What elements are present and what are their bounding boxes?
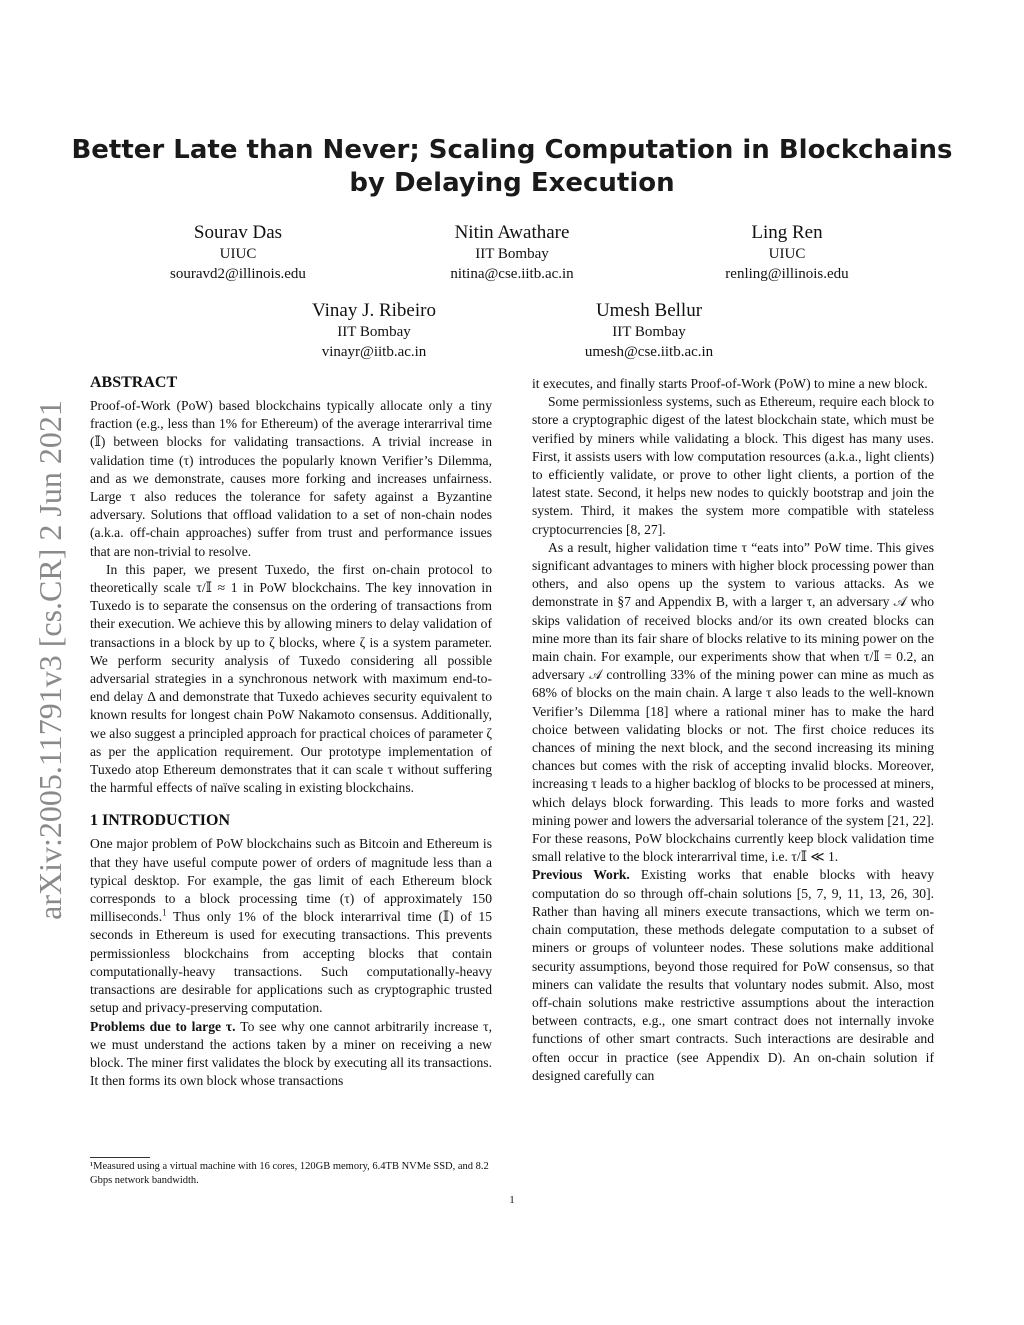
footnote: ¹Measured using a virtual machine with 16 cores, 120GB memory, 6.4TB NVMe SSD, and 8.2 Gbps network bandwidth. [90,1161,489,1186]
author-name: Sourav Das [193,222,283,243]
paper-title: Better Late than Never; Scaling Computation in Blockchains by Delaying Execution [71,135,953,198]
author-affiliation: IIT Bombay [475,246,549,262]
author-email: souravd2@illinois.edu [170,266,306,282]
author-name: Umesh Bellur [595,300,703,321]
left-column [90,373,492,1090]
body-paragraph: Some permissionless systems, such as Ethereum, require each block to store a cryptographic digest of the latest blockchain state, which must be verified by miners while validating a block. This digest has many uses. First, it assists users with low computation resources (a.k.a., light clients) to efficiently validate, or prove to other light clients, a portion of the latest state. Second, it helps new nodes to quickly bootstrap and join the system. Third, it makes the system more compatible with stateless cryptocurrencies [8, 27]. [532,394,934,537]
abstract-paragraph: Proof-of-Work (PoW) based blockchains typically allocate only a tiny fraction (e.g., less than 1% for Ethereum) of the average interarrival time (𝕀) between blocks for validating transactions. A trivial increase in validation time (τ) introduces the popularly known Verifier’s Dilemma, and as we demonstrate, causes more forking and increases unfairness. Large τ also reduces the tolerance for safety against a Byzantine adversary. Solutions that offload validation to a set of non-chain nodes (a.k.a. off-chain approaches) suffer from trust and performance issues that are non-trivial to resolve. [90,398,492,559]
body-text: Existing works that enable blocks with heavy computation do so through off-chain solutions [5, 7, 9, 11, 13, 26, 30]. Rather than having all miners execute transactions, which we term on-chain computation, these methods delegate computation to a subset of miners or groups of volunteer nodes. These solutions make additional security assumptions, beyond those required for PoW consensus, so that miners can validate the results that voluntary nodes submit. Also, most off-chain solutions make restrictive assumptions about the interaction between contracts, e.g., one smart contract does not internally invoke functions of other smart contracts. Such interactions are desirable and often occur in practice (see Appendix D). An on-chain solution if designed carefully can [532,867,934,1083]
author-block [529,300,769,362]
right-column [532,375,934,1085]
author-affiliation: IIT Bombay [612,324,686,340]
body-paragraph [532,866,934,1084]
body-paragraph: As a result, higher validation time τ “eats into” PoW time. This gives significant advantages to miners with higher block processing power than others, and also opens up the system to various attacks. As we demonstrate in §7 and Appendix B, with a larger τ, an adversary 𝒜 who skips validation of received blocks and/or its own created blocks can mine more than its fair share of blocks relative to its mining power on the main chain. For example, our experiments show that when τ/𝕀 = 0.2, an adversary 𝒜 controlling 33% of the mining power can mine as much as 68% of blocks on the main chain. A large τ also leads to the well-known Verifier’s Dilemma [18] where a rational miner has to make the hard choice between validating blocks or not. The first choice reduces its chances of mining the next block, and the second increasing its mining chances but comes with the risk of accepting invalid blocks. Moreover, increasing τ leads to a higher backlog of blocks to be processed at miners, which delays block forwarding. This leads to more forks and wasted mining power and lowers the adversarial tolerance of the system [21, 22]. For these reasons, PoW blockchains currently keep block validation time small relative to the block interarrival time, i.e. τ/𝕀 ≪ 1. [532,539,934,865]
author-name: Vinay J. Ribeiro [312,300,436,321]
author-email: renling@illinois.edu [725,266,849,282]
author-name: Ling Ren [751,222,823,243]
intro-text: To see why one cannot arbitrarily increase τ, we must understand the actions taken by a miner on receiving a new block. The miner first validates the block by executing all its transactions. It then forms its own block whose transactions [90,1018,493,1089]
body-paragraph: it executes, and finally starts Proof-of-Work (PoW) to mine a new block. [532,376,928,391]
run-in-heading: Previous Work. [532,867,630,883]
author-block [667,222,907,284]
author-name: Nitin Awathare [454,222,570,243]
author-block [254,300,494,362]
run-in-heading: Problems due to large τ. [90,1018,236,1034]
footnote-rule [90,1157,150,1158]
page-number: 1 [509,1194,515,1206]
author-affiliation: UIUC [219,246,257,262]
arxiv-stamp: arXiv:2005.11791v3 [cs.CR] 2 Jun 2021 [32,400,68,920]
author-block [392,222,632,284]
intro-text: Thus only 1% of the block interarrival time (𝕀) of 15 seconds in Ethereum is used for executing transactions. This prevents permissionless blockchains from accepting blocks that contain computationally-heavy transactions. Such computationally-heavy transactions are desirable for applications such as cryptographic trusted setup and privacy-preserving computation. [90,909,492,1016]
intro-text: One major problem of PoW blockchains such as Bitcoin and Ethereum is that they have useful compute power of orders of magnitude less than a typical desktop. For example, the gas limit of each Ethereum block corresponds to a block processing time (τ) of approximately 150 milliseconds. [90,836,492,925]
author-block [118,222,358,284]
intro-paragraph [90,1018,492,1091]
abstract-heading: ABSTRACT [90,374,178,391]
author-email: vinayr@iitb.ac.in [321,344,427,360]
abstract-paragraph: In this paper, we present Tuxedo, the first on-chain protocol to theoretically scale τ/𝕀 ≈ 1 in PoW blockchains. The key innovation in Tuxedo is to separate the consensus on the ordering of transactions from their execution. We achieve this by allowing miners to delay validation of transactions in a block by up to ζ blocks, where ζ is a system parameter. We perform security analysis of Tuxedo considering all possible adversarial strategies in a synchronous network with maximum end-to-end delay Δ and demonstrate that Tuxedo achieves security equivalent to known results for longest chain PoW Nakamoto consensus. Additionally, we also suggest a principled approach for practical choices of parameter ζ as per the application requirement. Our prototype implementation of Tuxedo atop Ethereum demonstrates that it can scale τ without suffering the harmful effects of naïve scaling in existing blockchains. [90,561,492,796]
author-affiliation: IIT Bombay [337,324,411,340]
author-email: nitina@cse.iitb.ac.in [450,266,574,282]
intro-heading: 1 INTRODUCTION [90,812,231,830]
author-affiliation: UIUC [768,246,806,262]
footnote-mark: 1 [162,907,167,918]
intro-paragraph [90,835,492,1017]
author-email: umesh@cse.iitb.ac.in [584,344,714,360]
